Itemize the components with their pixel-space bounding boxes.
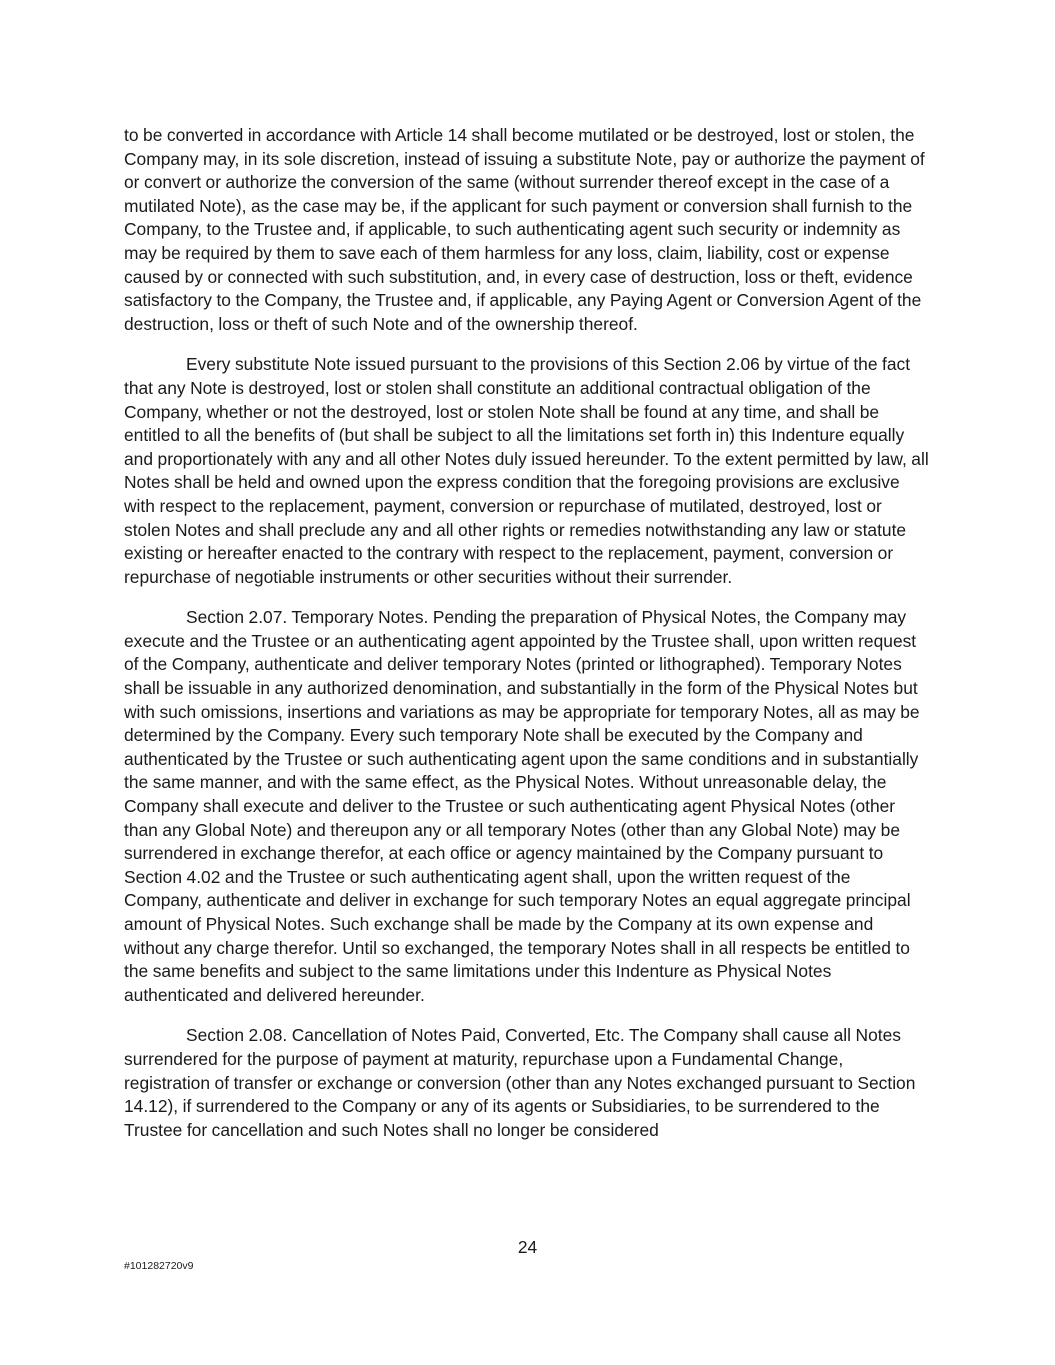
- document-body: [124, 124, 932, 1159]
- paragraph-article-14-continuation: to be converted in accordance with Article 14 shall become mutilated or be destroyed, lost or stolen, the Company may, in its sole discretion, instead of issuing a substitute Note, pay or authorize the payment of or convert or authorize the conversion of the same (without surrender thereof except in the case of a mutilated Note), as the case may be, if the applicant for such payment or conversion shall furnish to the Company, to the Trustee and, if applicable, to such authenticating agent such security or indemnity as may be required by them to save each of them harmless for any loss, claim, liability, cost or expense caused by or connected with such substitution, and, in every case of destruction, loss or theft, evidence satisfactory to the Company, the Trustee and, if applicable, any Paying Agent or Conversion Agent of the destruction, loss or theft of such Note and of the ownership thereof.: [124, 125, 925, 334]
- document-id: #101282720v9: [124, 1260, 194, 1272]
- paragraph-section-2-07-temporary-notes: Section 2.07. Temporary Notes. Pending the preparation of Physical Notes, the Company may execute and the Trustee or an authenticating agent appointed by the Trustee shall, upon written request of the Company, authenticate and deliver temporary Notes (printed or lithographed). Temporary Notes shall be issuable in any authorized denomination, and substantially in the form of the Physical Notes but with such omissions, insertions and variations as may be appropriate for temporary Notes, all as may be determined by the Company. Every such temporary Note shall be executed by the Company and authenticated by the Trustee or such authenticating agent upon the same conditions and in substantially the same manner, and with the same effect, as the Physical Notes. Without unreasonable delay, the Company shall execute and deliver to the Trustee or such authenticating agent Physical Notes (other than any Global Note) and thereupon any or all temporary Notes (other than any Global Note) may be surrendered in exchange therefor, at each office or agency maintained by the Company pursuant to Section 4.02 and the Trustee or such authenticating agent shall, upon the written request of the Company, authenticate and deliver in exchange for such temporary Notes an equal aggregate principal amount of Physical Notes. Such exchange shall be made by the Company at its own expense and without any charge therefor. Until so exchanged, the temporary Notes shall in all respects be entitled to the same benefits and subject to the same limitations under this Indenture as Physical Notes authenticated and delivered hereunder.: [124, 607, 920, 1005]
- paragraph-section-2-08-cancellation: Section 2.08. Cancellation of Notes Paid, Converted, Etc. The Company shall cause all Notes surrendered for the purpose of payment at maturity, repurchase upon a Fundamental Change, registration of transfer or exchange or conversion (other than any Notes exchanged pursuant to Section 14.12), if surrendered to the Company or any of its agents or Subsidiaries, to be surrendered to the Trustee for cancellation and such Notes shall no longer be considered: [124, 1025, 916, 1140]
- paragraph-substitute-notes: Every substitute Note issued pursuant to the provisions of this Section 2.06 by virtue of the fact that any Note is destroyed, lost or stolen shall constitute an additional contractual obligation of the Company, whether or not the destroyed, lost or stolen Note shall be found at any time, and shall be entitled to all the benefits of (but shall be subject to all the limitations set forth in) this Indenture equally and proportionately with any and all other Notes duly issued hereunder. To the extent permitted by law, all Notes shall be held and owned upon the express condition that the foregoing provisions are exclusive with respect to the replacement, payment, conversion or repurchase of mutilated, destroyed, lost or stolen Notes and shall preclude any and all other rights or remedies notwithstanding any law or statute existing or hereafter enacted to the contrary with respect to the replacement, payment, conversion or repurchase of negotiable instruments or other securities without their surrender.: [124, 354, 929, 587]
- page-number: 24: [517, 1237, 538, 1257]
